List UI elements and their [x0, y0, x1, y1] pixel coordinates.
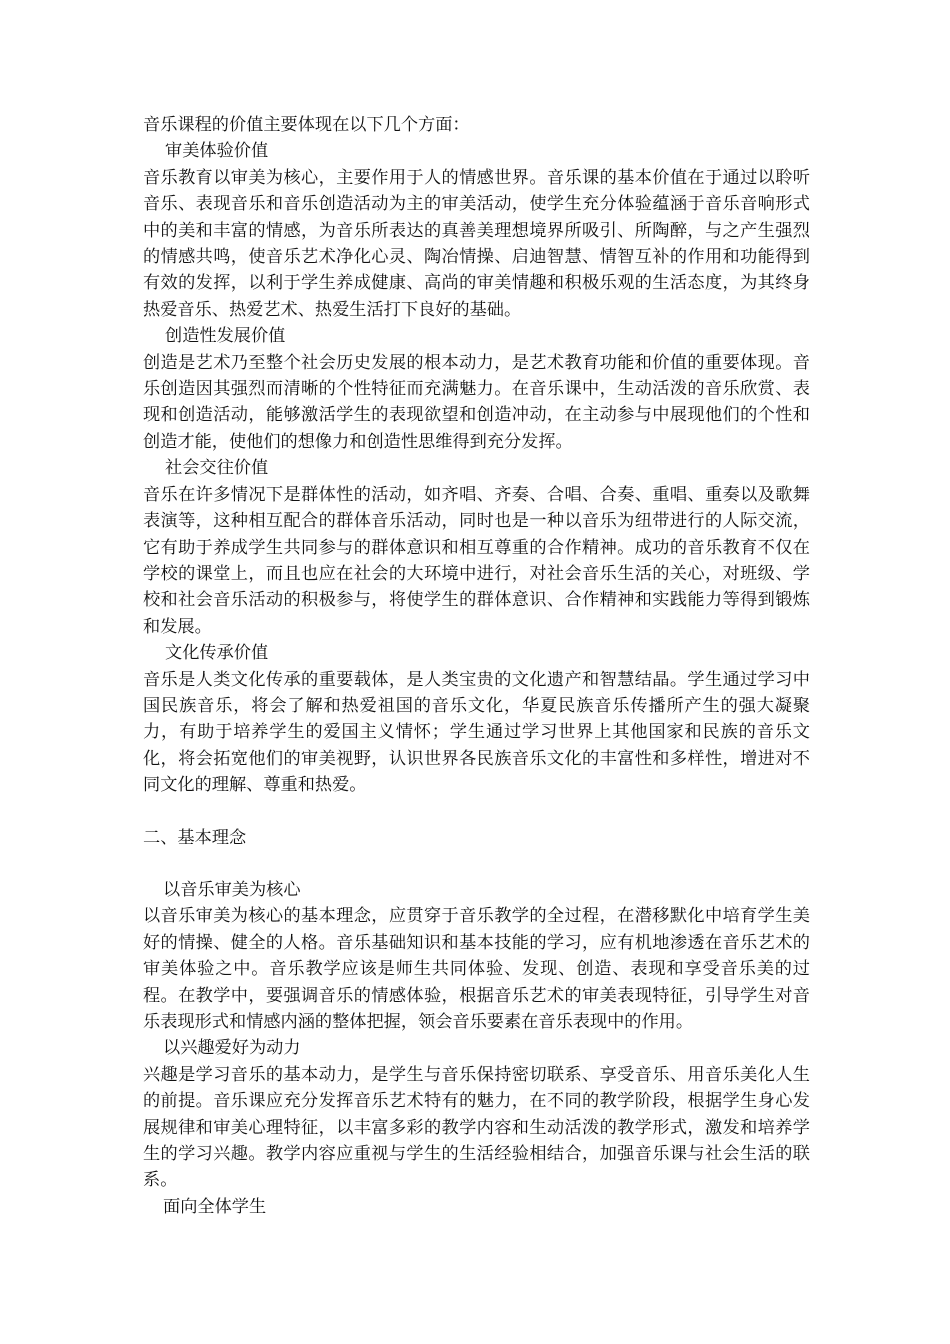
concept-heading-aesthetic-core: 以音乐审美为核心 [163, 879, 301, 900]
section-title: 二、基本理念 [143, 827, 247, 848]
intro-paragraph: 音乐课程的价值主要体现在以下几个方面： [143, 115, 470, 135]
value-body-aesthetic: 音乐教育以审美为核心，主要作用于人的情感世界。音乐课的基本价值在于通过以聆听音乐、表现音乐和音乐创造活动为主的审美活动，使学生充分体验蕴涵于音乐音响形式中的美和丰富的情感，为音乐所表达的真善美理想境界所吸引、所陶醉，与之产生强烈的情感共鸣，使音乐艺术净化心灵、陶冶情操、启迪智慧、情智互补的作用和功能得到有效的发挥，以利于学生养成健康、高尚的审美情趣和积极乐观的生活态度，为其终身热爱音乐、热爱艺术、热爱生活打下良好的基础。 [143, 167, 810, 320]
value-heading-culture: 文化传承价值 [165, 643, 269, 664]
concept-body-interest: 兴趣是学习音乐的基本动力，是学生与音乐保持密切联系、享受音乐、用音乐美化人生的前提。音乐课应充分发挥音乐艺术特有的魅力，在不同的教学阶段，根据学生身心发展规律和审美心理特征，以丰富多彩的教学内容和生动活泼的教学形式，激发和培养学生的学习兴趣。教学内容应重视与学生的生活经验相结合，加强音乐课与社会生活的联系。 [143, 1064, 810, 1191]
concept-heading-interest: 以兴趣爱好为动力 [163, 1038, 301, 1059]
value-heading-creativity: 创造性发展价值 [165, 326, 286, 347]
value-body-culture: 音乐是人类文化传承的重要载体，是人类宝贵的文化遗产和智慧结晶。学生通过学习中国民族音乐，将会了解和热爱祖国的音乐文化，华夏民族音乐传播所产生的强大凝聚力，有助于培养学生的爱国主义情怀；学生通过学习世界上其他国家和民族的音乐文化，将会拓宽他们的审美视野，认识世界各民族音乐文化的丰富性和多样性，增进对不同文化的理解、尊重和热爱。 [143, 669, 810, 796]
document-page [143, 112, 810, 1220]
concept-heading-all-students: 面向全体学生 [163, 1196, 267, 1217]
value-body-social: 音乐在许多情况下是群体性的活动，如齐唱、齐奏、合唱、合奏、重唱、重奏以及歌舞表演等，这种相互配合的群体音乐活动，同时也是一种以音乐为纽带进行的人际交流，它有助于养成学生共同参与的群体意识和相互尊重的合作精神。成功的音乐教育不仅在学校的课堂上，而且也应在社会的大环境中进行，对社会音乐生活的关心，对班级、学校和社会音乐活动的积极参与，将使学生的群体意识、合作精神和实践能力等得到锻炼和发展。 [143, 484, 810, 637]
value-body-creativity: 创造是艺术乃至整个社会历史发展的根本动力，是艺术教育功能和价值的重要体现。音乐创造因其强烈而清晰的个性特征而充满魅力。在音乐课中，生动活泼的音乐欣赏、表现和创造活动，能够激活学生的表现欲望和创造冲动，在主动参与中展现他们的个性和创造才能，使他们的想像力和创造性思维得到充分发挥。 [143, 352, 810, 452]
value-heading-social: 社会交往价值 [165, 458, 269, 479]
concept-body-aesthetic-core: 以音乐审美为核心的基本理念，应贯穿于音乐教学的全过程，在潜移默化中培育学生美好的情操、健全的人格。音乐基础知识和基本技能的学习，应有机地渗透在音乐艺术的审美体验之中。音乐教学应该是师生共同体验、发现、创造、表现和享受音乐美的过程。在教学中，要强调音乐的情感体验，根据音乐艺术的审美表现特征，引导学生对音乐表现形式和情感内涵的整体把握，领会音乐要素在音乐表现中的作用。 [143, 906, 810, 1032]
value-heading-aesthetic: 审美体验价值 [165, 141, 269, 162]
